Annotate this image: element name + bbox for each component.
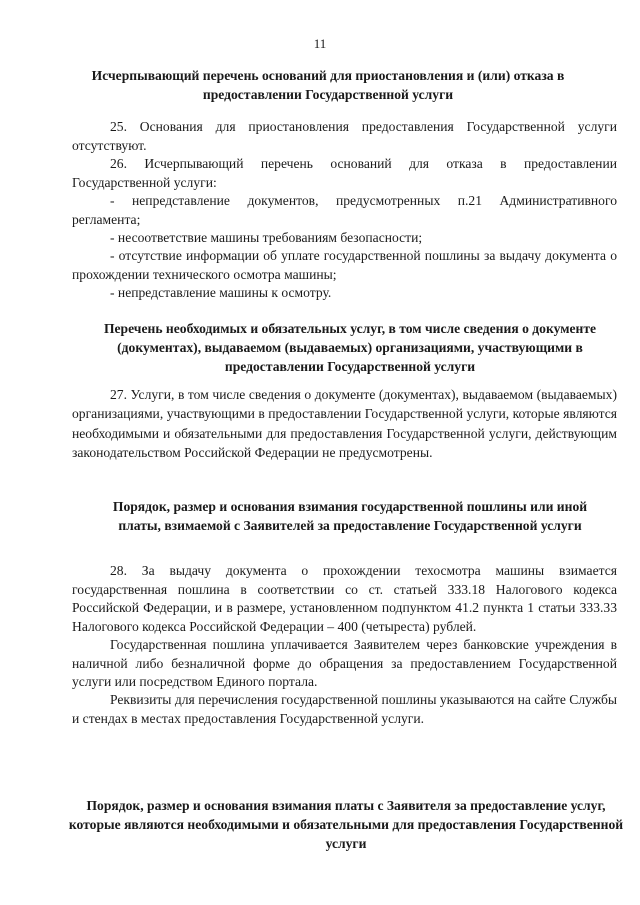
page-number: 11 (313, 36, 327, 51)
list-item-documents: - непредставление документов, предусмотренных п.21 Административного регламента; (72, 193, 617, 227)
paragraph-requisites: Реквизиты для перечисления государственной пошлины указываются на сайте Службы и стендах в местах предоставления Государственной услуги. (72, 692, 617, 726)
list-item-safety: - несоответствие машины требованиям безопасности; (110, 230, 423, 245)
paragraph-25: 25. Основания для приостановления предоставления Государственной услуги отсутствуют. (72, 119, 617, 153)
list-item-fee-info: - отсутствие информации об уплате государственной пошлины за выдачу документа о прохождении технического осмотра машины; (72, 248, 617, 282)
paragraph-duty-payment: Государственная пошлина уплачивается Заявителем через банковские учреждения в наличной либо безналичной форме до обращения за предоставлением Государственной услуги или посредством Единого портала. (72, 637, 617, 689)
paragraph-26: 26. Исчерпывающий перечень оснований для отказа в предоставлении Государственной услуги: (72, 156, 617, 190)
section-heading-payment-services: Порядок, размер и основания взимания платы с Заявителя за предоставление услуг, которые являются необходимыми и обязательными для предоставления Государственной услуги (68, 798, 624, 851)
paragraph-28: 28. За выдачу документа о прохождении техосмотра машины взимается государственная пошлина в соответствии со ст. статьей 333.18 Налогового кодекса Российской Федерации, и в размере, установленном подпунктом 41.2 пункта 1 статьи 333.33 Налогового кодекса Российской Федерации – 400 (четыреста) рублей. (72, 563, 617, 634)
section-heading-required-services: Перечень необходимых и обязательных услуг, в том числе сведения о документе (документах), выдаваемом (выдаваемых) организациями, участвующими в предоставлении Государственной услуги (103, 321, 597, 374)
paragraph-27: 27. Услуги, в том числе сведения о документе (документах), выдаваемом (выдаваемых) организациями, участвующими в предоставлении Государственной услуги, которые являются необходимыми и обязательными для предоставления Государственной услуги, действующим законодательством Российской Федерации не предусмотрены. (72, 387, 617, 460)
section-heading-state-duty: Порядок, размер и основания взимания государственной пошлины или иной платы, взимаемой с Заявителей за предоставление Государственной услуги (112, 499, 588, 533)
list-item-machine: - непредставление машины к осмотру. (110, 285, 332, 300)
section-heading-grounds-refusal: Исчерпывающий перечень оснований для приостановления и (или) отказа в предоставлении Государственной услуги (91, 68, 565, 102)
